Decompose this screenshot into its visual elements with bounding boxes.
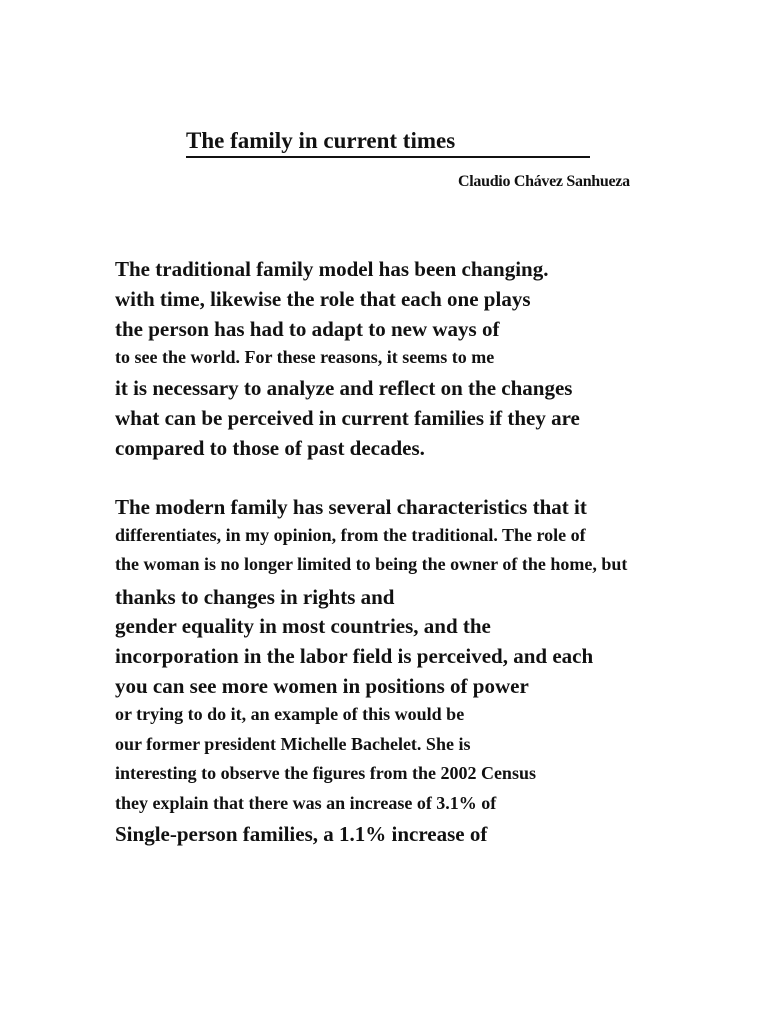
paragraph-line: The modern family has several characteristics that it bbox=[115, 495, 587, 519]
paragraph-line: with time, likewise the role that each one plays bbox=[115, 287, 531, 311]
paragraph-line: our former president Michelle Bachelet. She is bbox=[115, 734, 471, 754]
paragraph-line: compared to those of past decades. bbox=[115, 436, 425, 460]
paragraph-line: thanks to changes in rights and bbox=[115, 585, 395, 609]
paragraph-line: Single-person families, a 1.1% increase of bbox=[115, 822, 488, 846]
paragraph-line: the person has had to adapt to new ways of bbox=[115, 317, 500, 341]
paragraph-line: you can see more women in positions of power bbox=[115, 674, 529, 698]
paragraph-line: the woman is no longer limited to being the owner of the home, but bbox=[115, 554, 628, 574]
paragraph-line: differentiates, in my opinion, from the traditional. The role of bbox=[115, 525, 586, 545]
paragraph-line: interesting to observe the figures from the 2002 Census bbox=[115, 763, 536, 783]
paragraph-line: they explain that there was an increase of 3.1% of bbox=[115, 793, 497, 813]
paragraph-line: gender equality in most countries, and the bbox=[115, 614, 491, 638]
paragraph-line: incorporation in the labor field is perceived, and each bbox=[115, 644, 594, 668]
document-title: The family in current times bbox=[186, 126, 590, 158]
document-author: Claudio Chávez Sanhueza bbox=[458, 173, 630, 190]
paragraph-line: The traditional family model has been changing. bbox=[115, 257, 549, 281]
paragraph-line: what can be perceived in current families if they are bbox=[115, 406, 580, 430]
paragraph-line: to see the world. For these reasons, it seems to me bbox=[115, 347, 495, 367]
paragraph-line: or trying to do it, an example of this would be bbox=[115, 704, 465, 724]
paragraph-line: it is necessary to analyze and reflect on the changes bbox=[115, 376, 573, 400]
